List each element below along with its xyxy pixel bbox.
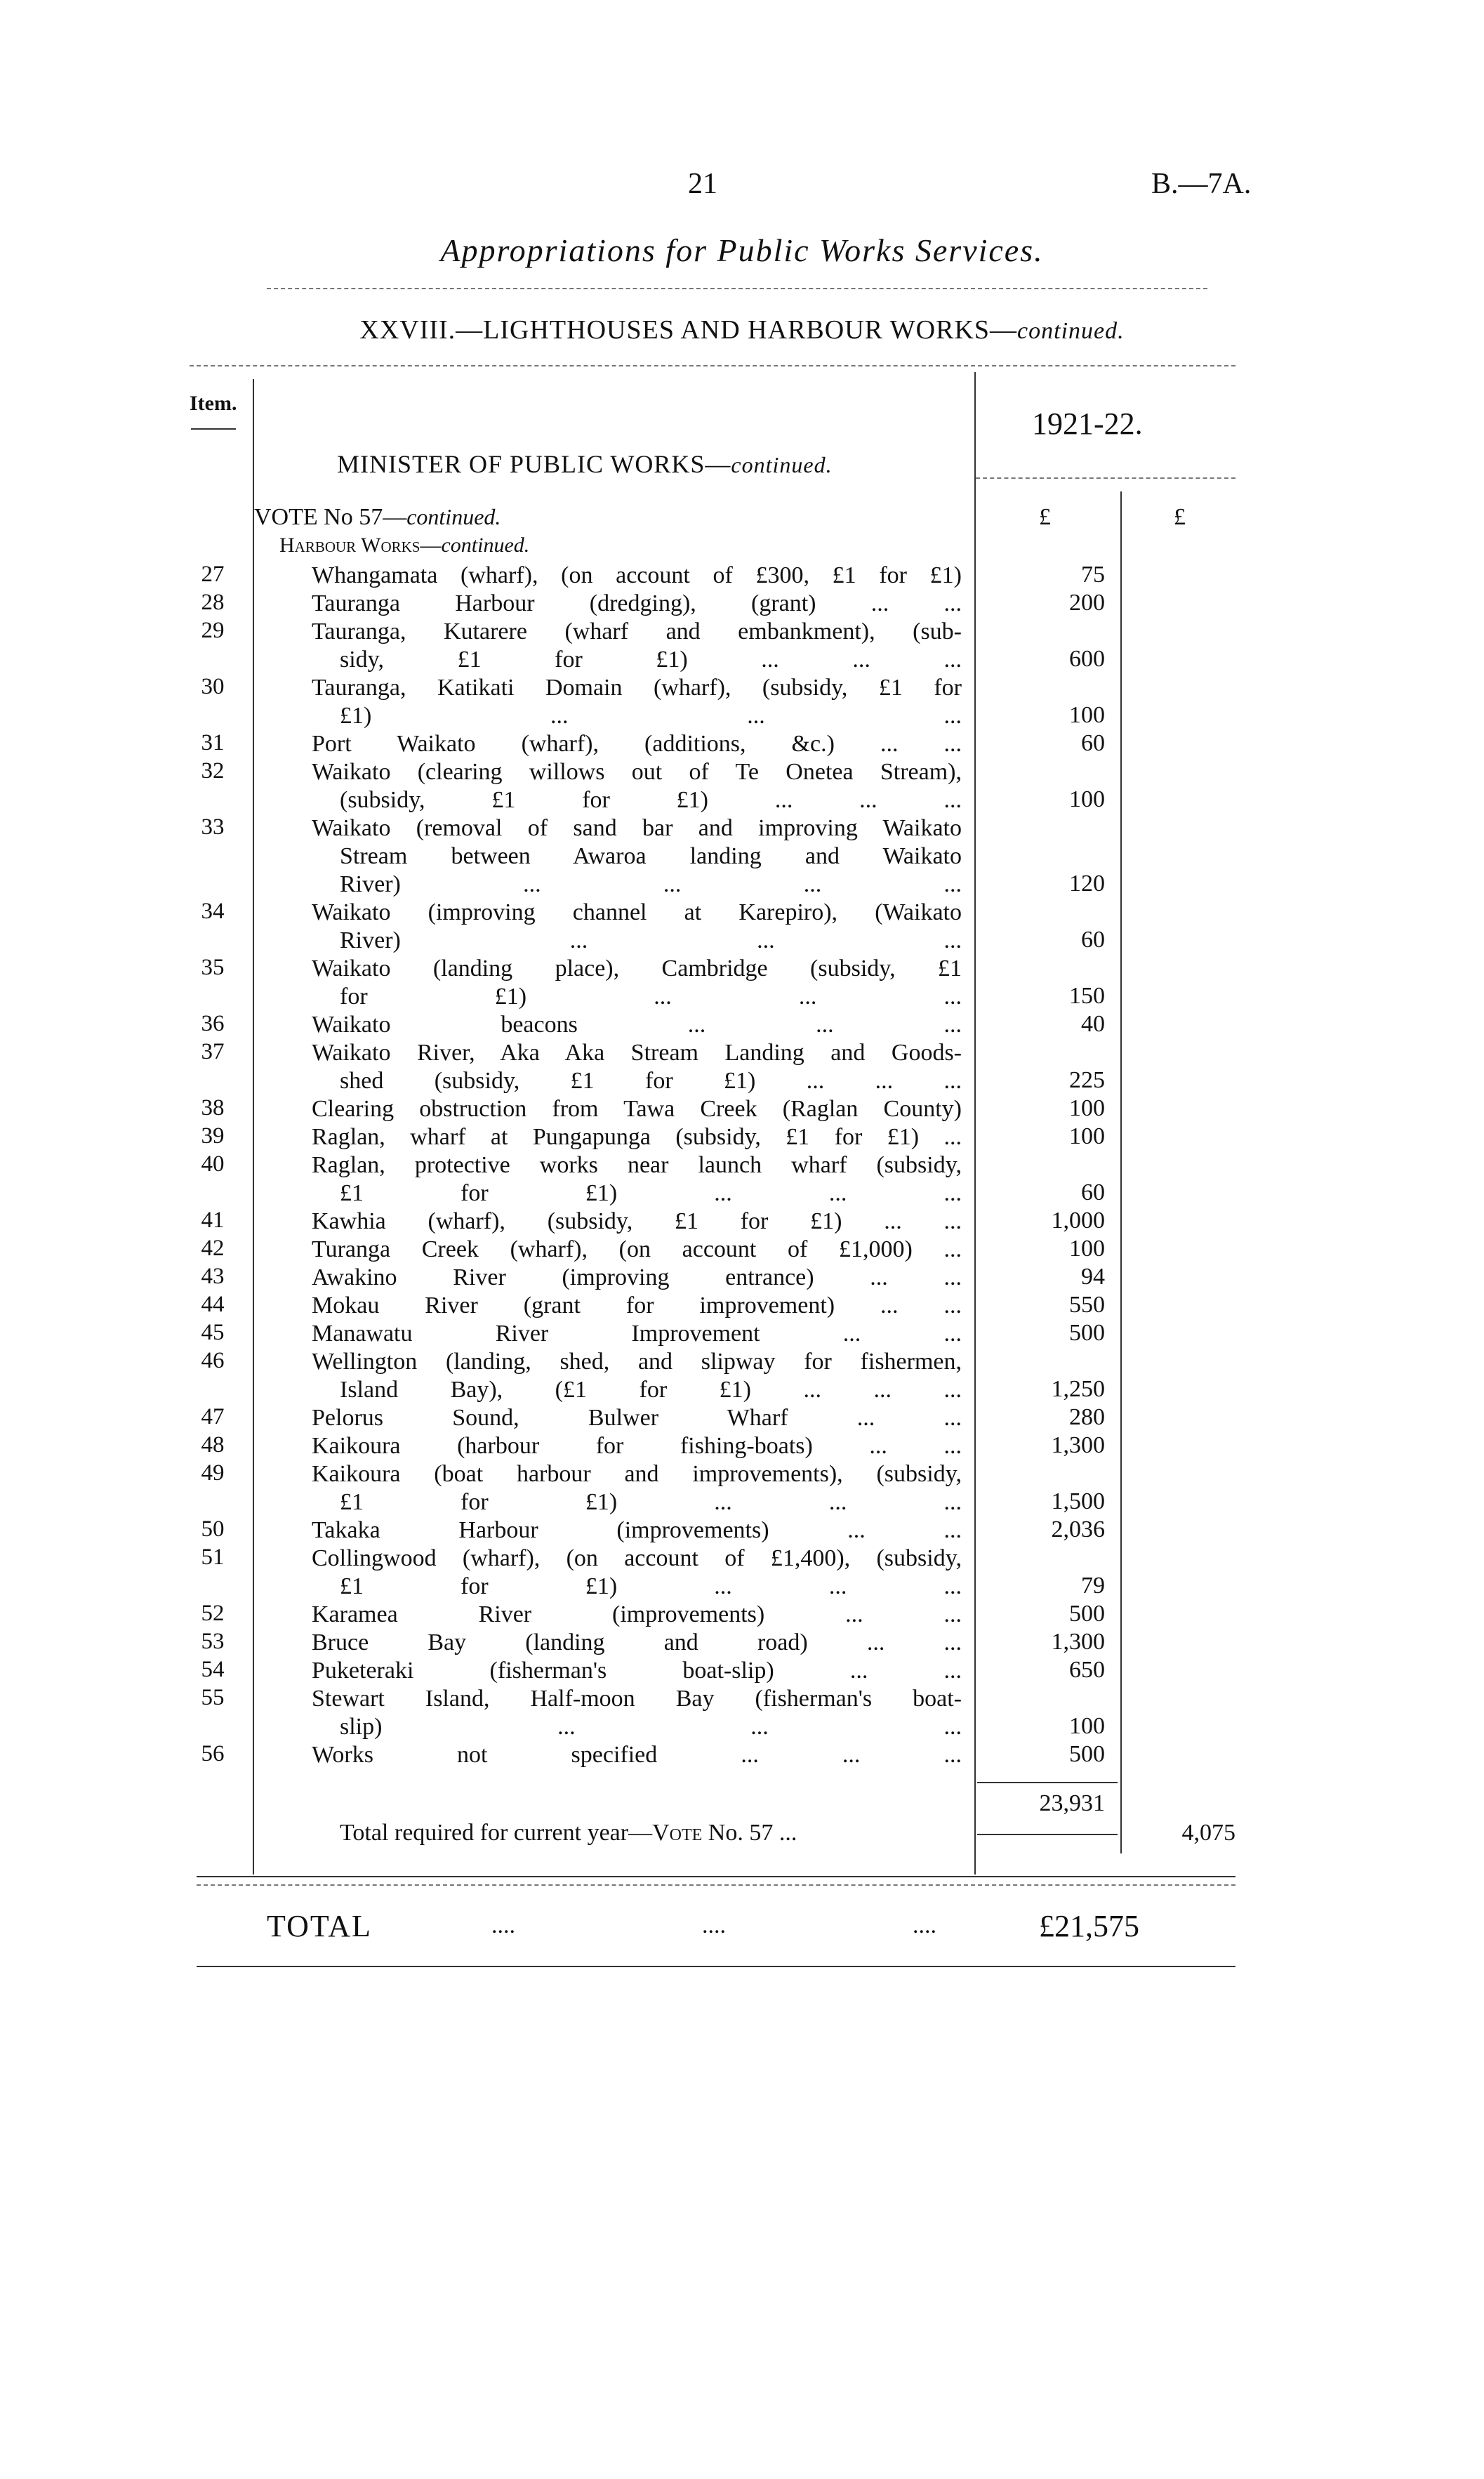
item-description-line: Kawhia (wharf), (subsidy, £1 for £1) ... ...: [312, 1208, 962, 1234]
item-description-line: Pelorus Sound, Bulwer Wharf ... ...: [312, 1405, 962, 1431]
item-amount: 225: [1069, 1067, 1105, 1093]
item-amount: 500: [1069, 1741, 1105, 1767]
item-number: 32: [201, 758, 225, 784]
item-amount: 500: [1069, 1601, 1105, 1627]
item-description: [312, 814, 962, 899]
amount-column-divider-middle: [1120, 491, 1122, 1853]
harbour-works-subheading: [279, 534, 529, 557]
item-description-line: Waikato (improving channel at Karepiro), (Waikato: [312, 899, 962, 925]
item-header-underline: [191, 428, 236, 430]
item-description-line: Waikato (removal of sand bar and improving Waikato: [312, 815, 962, 841]
item-column-divider: [253, 379, 254, 1875]
total-required-vote: Vote: [652, 1820, 703, 1846]
page-number: 21: [688, 168, 717, 200]
item-amount: 650: [1069, 1657, 1105, 1683]
item-number: 40: [201, 1151, 225, 1177]
minister-text: MINISTER OF PUBLIC WORKS—: [337, 450, 731, 478]
item-description: [312, 1629, 962, 1657]
total-required-prefix: Total required for current year—: [340, 1820, 653, 1846]
item-amount: 120: [1069, 871, 1105, 897]
pound-symbol-detail: £: [1039, 504, 1051, 530]
item-number: 49: [201, 1460, 225, 1486]
item-description-line: (subsidy, £1 for £1) ... ... ...: [340, 787, 962, 813]
item-number: 35: [201, 955, 225, 980]
item-description: [312, 758, 962, 814]
item-number: 47: [201, 1404, 225, 1429]
item-number: 43: [201, 1264, 225, 1289]
item-number: 48: [201, 1432, 225, 1457]
subheading-text: Harbour Works—: [279, 534, 442, 557]
item-number: 46: [201, 1348, 225, 1373]
vote-label: [254, 504, 501, 531]
item-description: [312, 1460, 962, 1516]
item-description: [312, 1123, 962, 1151]
subheading-continued: continued.: [441, 534, 530, 557]
item-description-line: Karamea River (improvements) ... ...: [312, 1601, 962, 1627]
item-amount: 100: [1069, 1123, 1105, 1149]
item-amount: 1,250: [1051, 1376, 1105, 1402]
item-amount: 200: [1069, 590, 1105, 616]
item-description-line: Port Waikato (wharf), (additions, &c.) ... ...: [312, 731, 962, 757]
item-description-line: Waikato (landing place), Cambridge (subsidy, £1: [312, 956, 962, 981]
item-number: 31: [201, 730, 225, 755]
item-description-line: Waikato River, Aka Aka Stream Landing and Goods-: [312, 1040, 962, 1066]
item-number: 37: [201, 1039, 225, 1064]
item-amount: 1,000: [1051, 1208, 1105, 1234]
item-description-line: Raglan, wharf at Pungapunga (subsidy, £1 for £1) ...: [312, 1124, 962, 1150]
item-description-line: Collingwood (wharf), (on account of £1,400), (subsidy,: [312, 1545, 962, 1571]
item-number: 41: [201, 1208, 225, 1233]
item-amount: 100: [1069, 1095, 1105, 1121]
item-description: [312, 1151, 962, 1208]
item-number: 39: [201, 1123, 225, 1149]
item-description-line: Whangamata (wharf), (on account of £300, £1 for £1): [312, 562, 962, 588]
item-description: [312, 1011, 962, 1039]
item-number: 38: [201, 1095, 225, 1120]
item-number: 36: [201, 1011, 225, 1036]
item-amount: 1,300: [1051, 1432, 1105, 1458]
item-description: [312, 562, 962, 590]
item-number: 27: [201, 562, 225, 587]
minister-continued: continued.: [731, 452, 833, 477]
item-description: [312, 1516, 962, 1545]
item-description-line: Kaikoura (boat harbour and improvements), (subsidy,: [312, 1461, 962, 1487]
item-amount: 100: [1069, 1236, 1105, 1262]
item-number: 28: [201, 590, 225, 615]
item-description: [312, 1348, 962, 1404]
item-description: [312, 590, 962, 618]
item-description-line: £1 for £1) ... ... ...: [340, 1180, 962, 1206]
item-amount: 2,036: [1051, 1516, 1105, 1542]
item-amount: 100: [1069, 702, 1105, 728]
total-bottom-rule: [197, 1966, 1235, 1967]
item-description-line: Raglan, protective works near launch wharf (subsidy,: [312, 1152, 962, 1178]
item-description-line: shed (subsidy, £1 for £1) ... ... ...: [340, 1068, 962, 1094]
item-description-line: Clearing obstruction from Tawa Creek (Raglan County): [312, 1096, 962, 1122]
item-description-line: Waikato beacons ... ... ...: [312, 1012, 962, 1038]
item-description-line: sidy, £1 for £1) ... ... ...: [340, 647, 962, 673]
item-description-line: £1) ... ... ...: [340, 703, 962, 729]
total-top-rule-dashed: [197, 1884, 1235, 1886]
item-description-line: River) ... ... ... ...: [340, 871, 962, 897]
item-description-line: Awakino River (improving entrance) ... ...: [312, 1264, 962, 1290]
item-description-line: Tauranga, Katikati Domain (wharf), (subsidy, £1 for: [312, 675, 962, 701]
item-description-line: Puketeraki (fisherman's boat-slip) ... ...: [312, 1658, 962, 1684]
section-continued: continued.: [1017, 318, 1125, 344]
heading-divider: [267, 288, 1207, 289]
item-amount: 75: [1081, 562, 1105, 588]
leader-dots-3: ....: [913, 1912, 936, 1938]
item-description: [312, 1404, 962, 1432]
item-description: [312, 1095, 962, 1123]
item-description-line: Works not specified ... ... ...: [312, 1742, 962, 1768]
item-amount: 60: [1081, 1179, 1105, 1205]
item-amount: 150: [1069, 983, 1105, 1009]
vote-continued: continued.: [406, 504, 501, 529]
item-amount: 60: [1081, 730, 1105, 756]
item-description: [312, 730, 962, 758]
page-heading: Appropriations for Public Works Services.: [440, 232, 1044, 268]
item-description: [312, 1208, 962, 1236]
item-number: 30: [201, 674, 225, 699]
item-number: 52: [201, 1601, 225, 1626]
amount-column-divider-left: [974, 372, 976, 1875]
item-description-line: Tauranga Harbour (dredging), (grant) ... ...: [312, 590, 962, 616]
item-number: 34: [201, 899, 225, 924]
leader-dots-1: ....: [491, 1912, 515, 1938]
item-description-line: Takaka Harbour (improvements) ... ...: [312, 1517, 962, 1543]
item-amount: 600: [1069, 646, 1105, 672]
item-amount: 40: [1081, 1011, 1105, 1037]
item-description-line: Bruce Bay (landing and road) ... ...: [312, 1629, 962, 1655]
item-description-line: Manawatu River Improvement ... ...: [312, 1321, 962, 1347]
item-description: [312, 1039, 962, 1095]
item-amount: 100: [1069, 786, 1105, 812]
item-amount: 280: [1069, 1404, 1105, 1430]
item-description: [312, 1741, 962, 1769]
subtotal-rule: [977, 1782, 1118, 1783]
item-number: 33: [201, 814, 225, 840]
item-description: [312, 1685, 962, 1741]
item-description-line: £1 for £1) ... ... ...: [340, 1573, 962, 1599]
item-description-line: Waikato (clearing willows out of Te Onetea Stream),: [312, 759, 962, 785]
item-description: [312, 1545, 962, 1601]
item-description: [312, 618, 962, 674]
item-column-header: Item.: [190, 392, 237, 415]
item-number: 54: [201, 1657, 225, 1682]
grand-total-amount: £21,575: [1039, 1909, 1139, 1943]
item-description: [312, 1264, 962, 1292]
item-amount: 60: [1081, 927, 1105, 953]
item-description: [312, 1236, 962, 1264]
item-description: [312, 674, 962, 730]
item-number: 51: [201, 1545, 225, 1570]
pound-symbol-total: £: [1174, 504, 1186, 530]
item-number: 50: [201, 1516, 225, 1542]
item-number: 53: [201, 1629, 225, 1654]
item-description: [312, 955, 962, 1011]
item-description-line: Stream between Awaroa landing and Waikato: [340, 843, 962, 869]
item-description-line: Mokau River (grant for improvement) ... ...: [312, 1293, 962, 1318]
item-number: 42: [201, 1236, 225, 1261]
item-description-line: Kaikoura (harbour for fishing-boats) ... ...: [312, 1433, 962, 1459]
item-description: [312, 1601, 962, 1629]
item-amount: 94: [1081, 1264, 1105, 1290]
year-column-header: 1921-22.: [1032, 406, 1143, 441]
vote-total-amount: 4,075: [1181, 1820, 1235, 1846]
item-description-line: Stewart Island, Half-moon Bay (fisherman's boat-: [312, 1686, 962, 1712]
section-title: [0, 315, 1484, 345]
item-description: [312, 899, 962, 955]
leader-dots-2: ....: [702, 1912, 726, 1938]
item-amount: 79: [1081, 1573, 1105, 1599]
item-description: [312, 1432, 962, 1460]
item-number: 55: [201, 1685, 225, 1710]
item-number: 56: [201, 1741, 225, 1766]
item-amount: 1,300: [1051, 1629, 1105, 1655]
item-description-line: for £1) ... ... ...: [340, 984, 962, 1010]
total-required-label: [340, 1820, 797, 1846]
item-description-line: Island Bay), (£1 for £1) ... ... ...: [340, 1377, 962, 1403]
grand-total-label: TOTAL: [267, 1909, 372, 1943]
subtotal-underline: [977, 1834, 1118, 1835]
item-number: 45: [201, 1320, 225, 1345]
item-description-line: £1 for £1) ... ... ...: [340, 1489, 962, 1515]
item-description: [312, 1657, 962, 1685]
subtotal-amount: 23,931: [1039, 1790, 1105, 1816]
item-description-line: Tauranga, Kutarere (wharf and embankment), (sub-: [312, 619, 962, 644]
vote-label-text: VOTE No 57—: [254, 504, 407, 530]
year-header-underline: [976, 477, 1235, 479]
item-number: 29: [201, 618, 225, 643]
item-description-line: slip) ... ... ...: [340, 1714, 962, 1740]
item-number: 44: [201, 1292, 225, 1317]
table-top-divider: [190, 365, 1235, 366]
item-description-line: Wellington (landing, shed, and slipway for fishermen,: [312, 1349, 962, 1375]
item-amount: 550: [1069, 1292, 1105, 1318]
item-description-line: River) ... ... ...: [340, 927, 962, 953]
minister-heading: [337, 449, 833, 479]
item-description: [312, 1292, 962, 1320]
item-description-line: Turanga Creek (wharf), (on account of £1,000) ...: [312, 1236, 962, 1262]
section-title-text: XXVIII.—LIGHTHOUSES AND HARBOUR WORKS—: [359, 315, 1018, 345]
total-top-rule: [197, 1876, 1235, 1877]
item-amount: 1,500: [1051, 1488, 1105, 1514]
item-amount: 100: [1069, 1713, 1105, 1739]
item-amount: 500: [1069, 1320, 1105, 1346]
item-description: [312, 1320, 962, 1348]
total-required-suffix: No. 57 ...: [708, 1820, 797, 1846]
document-reference: B.—7A.: [1151, 168, 1252, 200]
